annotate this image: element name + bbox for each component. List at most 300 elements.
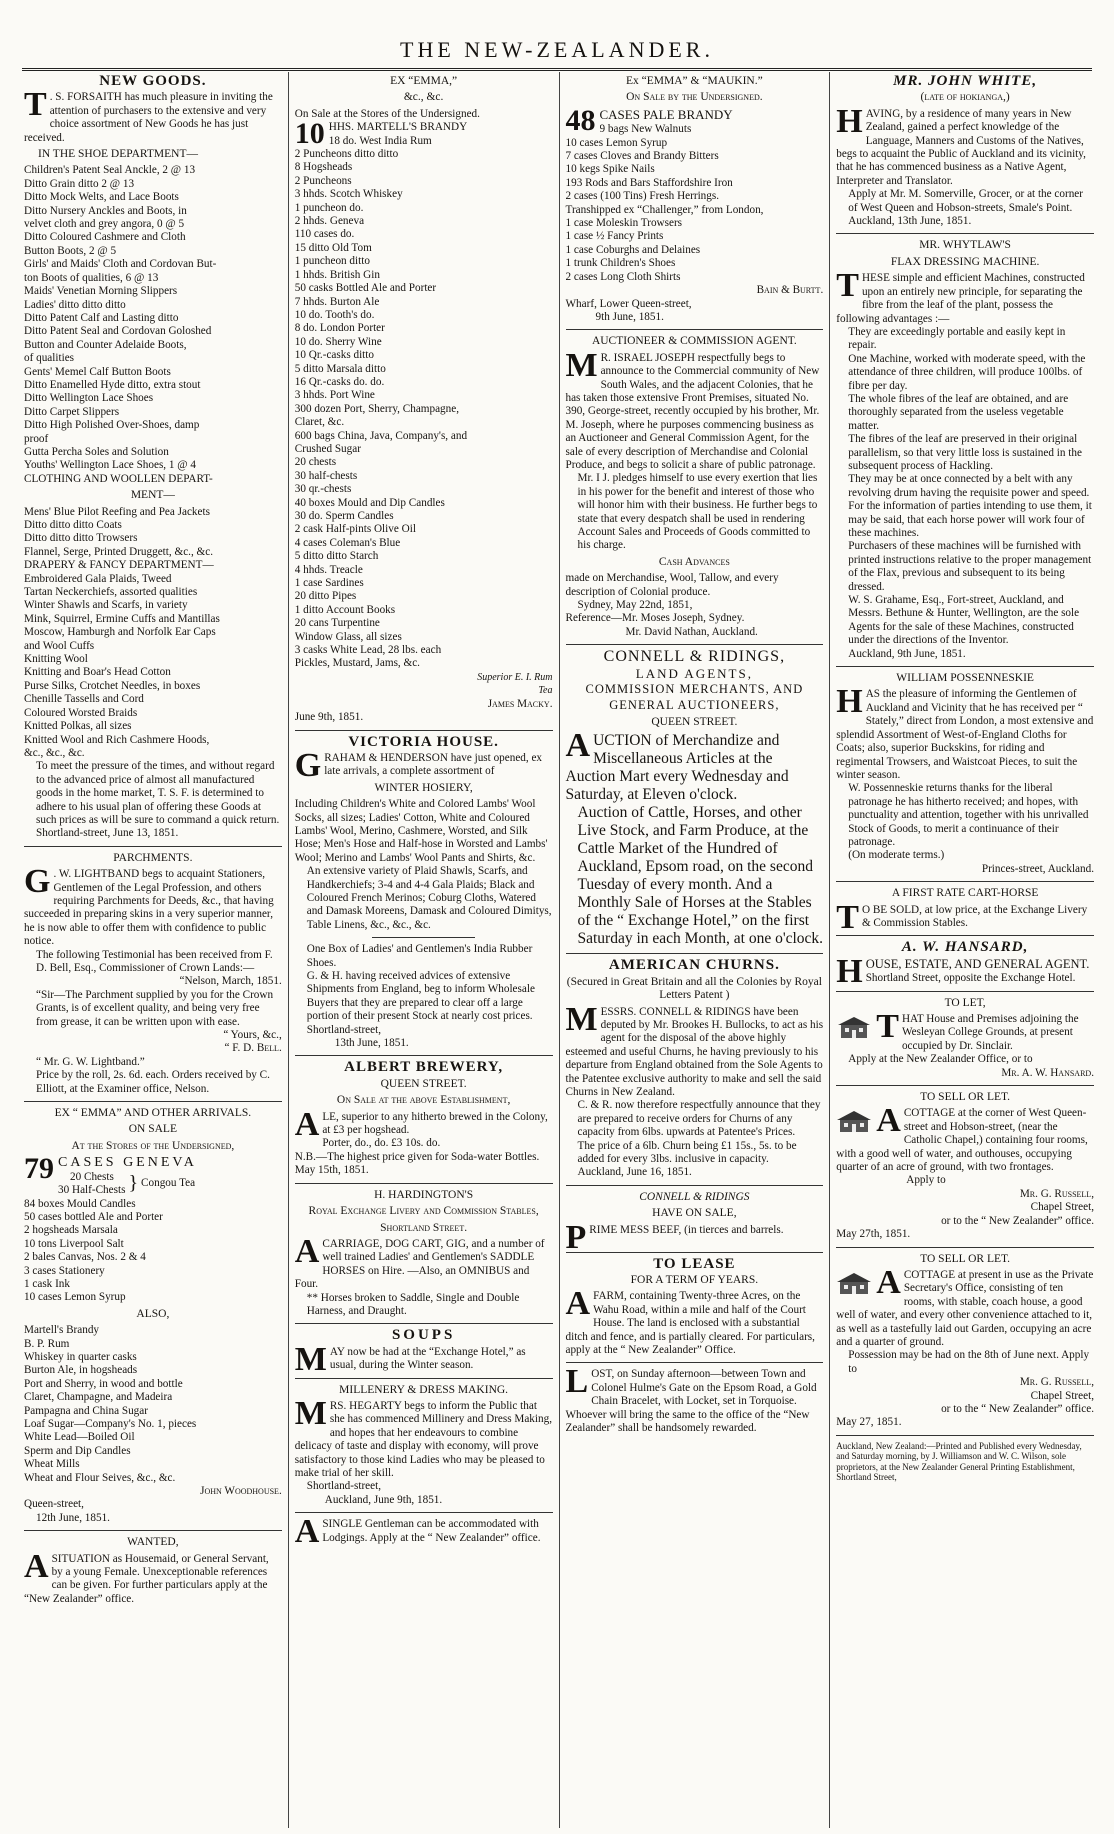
auctioneer-title: AUCTIONEER & COMMISSION AGENT.	[591, 335, 797, 348]
list-item: Ditto Enamelled Hyde ditto, extra stout	[24, 378, 201, 391]
list-item: 1 case Sardines	[294, 577, 364, 590]
parchments-body: G . W. LIGHTBAND begs to acquaint Stationers, Gentlemen of the Legal Profession, and others requiring Parchments for Deeds, &c., that having succeeded in preparing skins in a very superior manner, he is now able to offer them with confidence to public notice.	[24, 863, 274, 948]
parchments-testimonial: The following Testimonial has been received from F. D. Bell, Esq., Commissioner of Crown Lands:—	[36, 948, 273, 974]
divider	[836, 1435, 1094, 1436]
list-item: Youths' Wellington Lace Shoes, 1 @ 4	[24, 459, 196, 472]
columns	[18, 72, 1100, 1828]
emma-also-list	[24, 1324, 282, 1485]
divider	[566, 1185, 824, 1186]
sell2-date: May 27, 1851.	[836, 1416, 902, 1429]
tolet-agent: Mr. A. W. Hansard.	[1001, 1066, 1094, 1079]
divider	[836, 666, 1094, 667]
victoria-rubber: One Box of Ladies' and Gentlemen's India Rubber Shoes.	[306, 943, 533, 969]
drop-cap: A	[294, 1232, 320, 1270]
emma2-sub: &c., &c.	[403, 91, 444, 104]
list-item: 7 hhds. Burton Ale	[294, 295, 380, 308]
divider	[566, 1362, 824, 1363]
list-item: Ditto Patent Calf and Lasting ditto	[24, 311, 179, 324]
auctioneer-pledge: Mr. I J. pledges himself to use every exertion that lies in his power for the benefit and interest of those who will honor him with their business. He further begs to state that every despatch shall be used in rendering Account Sales and Proceeds of Goods committed to his charge.	[577, 472, 818, 552]
drop-cap: P	[565, 1218, 587, 1256]
emma3-head: 48 CASES PALE BRANDY	[565, 103, 733, 137]
albert-ale: ALE, superior to any hitherto brewed in the Colony, at £3 per hogshead.	[294, 1105, 548, 1143]
connell-auction1: AUCTION of Merchandize and Miscellaneous Articles at the Auction Mart every Wednesday and Saturday, at Eleven o'clock.	[565, 727, 789, 804]
whytlaw-sub: FLAX DRESSING MACHINE.	[890, 255, 1040, 268]
divider	[295, 1378, 553, 1379]
drop-cap: A	[876, 1263, 901, 1301]
list-item: Burton Ale, in hogsheads	[24, 1364, 138, 1377]
tolet-body: THAT House and Premises adjoining the Wesleyan College Grounds, at present occupied by Dr. Sinclair.	[836, 1013, 1094, 1053]
parchments-yours: “ Yours, &c.,	[223, 1029, 282, 1042]
list-item: 3 hhds. Port Wine	[294, 389, 375, 402]
emma2-title: EX “EMMA,”	[390, 75, 458, 87]
list-item: Knitted Polkas, all sizes	[24, 720, 132, 733]
emma3-on-sale: On Sale by the Undersigned.	[626, 91, 763, 104]
column-3	[559, 72, 830, 1828]
list-item: Coloured Worsted Braids	[24, 706, 138, 719]
newgoods-closing: To meet the pressure of the times, and without regard to the advanced price of almost all manufactured goods in the home market, T. S. F. is determined to adhere to his usual plan of offering these Goods at such prices as will be sure to command a quick return.	[36, 760, 280, 826]
churns-price: The price of a 6lb. Churn being £1 15s., 5s. to be added for every 3lbs. inclusive in capacity.	[577, 1139, 797, 1165]
parchments-title: PARCHMENTS.	[113, 851, 193, 864]
possenneskie-thanks: W. Possenneskie returns thanks for the liberal patronage he has hitherto received; and hopes, with punctuality and attention, together with his unrivalled Stock of Goods, to merit a continuance of their patronage.	[848, 782, 1089, 848]
list-item: 8 Hogsheads	[294, 161, 353, 174]
cloth-head: CLOTHING AND WOOLLEN DEPART-	[24, 472, 213, 485]
list-item: 7 cases Cloves and Brandy Bitters	[565, 150, 719, 163]
whytlaw-body: THESE simple and efficient Machines, constructed upon an entirely new principle, for separating the fibre from the leaf of the plant, possess the following advantages :—	[836, 267, 1085, 325]
drapery-head: DRAPERY & FANCY DEPARTMENT—	[24, 559, 214, 572]
emma-date: 12th June, 1851.	[36, 1511, 110, 1524]
list-item: White Lead—Boiled Oil	[24, 1431, 135, 1444]
sell1-title: TO SELL OR LET.	[920, 1091, 1011, 1104]
list-item: Pickles, Mustard, Jams, &c.	[294, 657, 420, 670]
emma2-rum-label: Superior E. I. Rum	[477, 671, 553, 683]
victoria-body: GRAHAM & HENDERSON have just opened, ex late arrivals, a complete assortment of	[294, 746, 543, 784]
list-item: For the information of parties intending to use them, it may be said, that each horse power will work four of these machines.	[848, 500, 1092, 539]
divider	[836, 1247, 1094, 1248]
divider	[295, 1055, 553, 1056]
list-item: Ditto Carpet Slippers	[24, 405, 120, 418]
hardington-body: A CARRIAGE, DOG CART, GIG, and a number of well trained Ladies' and Gentlemen's SADDLE HORSES on Hire. —Also, an OMNIBUS and Four.	[294, 1232, 545, 1291]
auctioneer-body: M R. ISRAEL JOSEPH respectfully begs to announce to the Commercial community of New South Wales, and the adjacent Colonies, that he has taken those extensive Front Premises, situated No. 390, George-street, recently occupied by his brother, Mr. M. Joseph, where he purposes commencing business as an Auctioneer and General Commission Agent, for the sale of every description of Merchandise and Colonial Produce, and begs to solicit a share of public patronage.	[565, 346, 820, 471]
divider	[566, 644, 824, 645]
white-sub: (late of hokianga,)	[920, 91, 1010, 104]
drop-cap: G	[294, 746, 322, 784]
list-item: Purse Silks, Crotchet Needles, in boxes	[24, 679, 201, 692]
list-item: Button and Counter Adelaide Boots,	[24, 338, 187, 351]
divider	[295, 1512, 553, 1513]
albert-title: ALBERT BREWERY,	[344, 1059, 504, 1076]
list-item: and Wool Cuffs	[24, 639, 95, 652]
connell2-title: CONNELL & RIDINGS	[639, 1190, 750, 1203]
list-item: 10 cases Lemon Syrup	[565, 136, 668, 149]
list-item: of qualities	[24, 352, 75, 365]
emma-place: Queen-street,	[24, 1498, 84, 1511]
sell1-or: or to the “ New Zealander” office.	[941, 1214, 1094, 1227]
list-item: Ditto Mock Welts, and Lace Boots	[24, 191, 179, 204]
sell2-or: or to the “ New Zealander” office.	[941, 1402, 1094, 1415]
emma2-signer: James Macky.	[487, 697, 553, 710]
brace: }	[128, 1172, 139, 1195]
lease-title: TO LEASE	[653, 1255, 736, 1272]
list-item: 20 ditto Pipes	[294, 590, 357, 603]
list-item: 30 do. Sperm Candles	[294, 510, 394, 522]
albert-sub: QUEEN STREET.	[380, 1077, 467, 1090]
list-item: 4 cases Coleman's Blue	[294, 536, 401, 549]
big-number: 48	[565, 103, 596, 137]
drop-cap: T	[836, 267, 859, 305]
list-item: 1 case Coburghs and Delaines	[565, 243, 701, 256]
victoria-title: VICTORIA HOUSE.	[348, 733, 499, 750]
list-item: 16 Qr.-casks do. do.	[294, 375, 385, 388]
lodgings-body: A SINGLE Gentleman can be accommodated with Lodgings. Apply at the “ New Zealander” office.	[294, 1513, 541, 1551]
hansard-body: HOUSE, ESTATE, AND GENERAL AGENT.	[836, 952, 1090, 990]
list-item: 2 hogsheads Marsala	[24, 1224, 118, 1237]
hardington-street: Shortland Street.	[380, 1221, 468, 1234]
list-item: Knitted Wool and Rich Cashmere Hoods,	[24, 733, 210, 746]
list-item: 2 Puncheons ditto ditto	[294, 148, 399, 161]
column-2	[288, 72, 559, 1828]
list-item: 20 cans Turpentine	[294, 617, 380, 630]
list-item: 2 Puncheons	[294, 174, 352, 187]
sell2-possession: Possession may be had on the 8th of June next. Apply to	[848, 1349, 1090, 1375]
divider	[24, 1530, 282, 1531]
drop-cap: M	[294, 1394, 327, 1432]
carthorse-body: T O BE SOLD, at low price, at the Exchange Livery & Commission Stables.	[836, 898, 1088, 936]
list-item: 1 trunk Children's Shoes	[565, 257, 676, 270]
emma3-wharf: Wharf, Lower Queen-street,	[565, 297, 692, 310]
sell1-date: May 27th, 1851.	[836, 1228, 911, 1241]
parchments-addressee: “ Mr. G. W. Lightband.”	[36, 1055, 145, 1068]
albert-date: May 15th, 1851.	[294, 1164, 369, 1177]
hansard-addr: Shortland Street, opposite the Exchange Hotel.	[865, 972, 1076, 985]
divider	[836, 233, 1094, 234]
drop-cap: A	[565, 1285, 591, 1323]
divider	[24, 846, 282, 847]
list-item: 9 bags New Walnuts	[599, 123, 692, 136]
list-item: Gents' Memel Calf Button Boots	[24, 365, 171, 378]
emma-cases: CASES GENEVA	[58, 1155, 197, 1171]
cloth-head-2: MENT—	[130, 489, 175, 502]
list-item: 15 ditto Old Tom	[294, 241, 372, 254]
list-item: 1 case Moleskin Trowsers	[565, 217, 683, 230]
list-item: Wheat Mills	[24, 1458, 80, 1471]
white-body: HAVING, by a residence of many years in New Zealand, gained a perfect knowledge of the Language, Manners and Customs of the Natives, begs to acquaint the Public of Auckland and its vicinity, that he has commenced business as a Native Agent, Interpreter and Translator.	[836, 102, 1086, 187]
list-item: 4 hhds. Treacle	[294, 563, 363, 576]
list-item: Sperm and Dip Candles	[24, 1444, 131, 1457]
lease-body: A FARM, containing Twenty-three Acres, on the Wahu Road, within a mile and half of the Court House. The land is enclosed with a substantial ditch and fence, and is partially cleared. For particulars, apply at the “ New Zealander” Office.	[565, 1285, 815, 1357]
emma-title: EX “ EMMA” AND OTHER ARRIVALS.	[54, 1107, 252, 1120]
drop-cap: H	[836, 102, 863, 140]
list-item: Embroidered Gala Plaids, Tweed	[24, 572, 172, 585]
list-item: 3 cases Stationery	[24, 1264, 105, 1277]
list-item: Ditto Patent Seal and Cordovan Goloshed	[24, 325, 212, 338]
victoria-hosiery: WINTER HOSIERY,	[374, 781, 473, 794]
divider	[836, 935, 1094, 936]
list-item: Wheat and Flour Seives, &c., &c.	[24, 1471, 176, 1484]
list-item: 3 hhds. Scotch Whiskey	[294, 188, 403, 201]
wanted-title: WANTED,	[127, 1536, 179, 1549]
drop-cap: M	[565, 1000, 598, 1038]
newgoods-intro: T . S. FORSAITH has much pleasure in inviting the attention of purchasers to the extensive and very choice assortment of New Goods he has just received.	[24, 86, 273, 144]
auctioneer-cash-body: made on Merchandise, Wool, Tallow, and every description of Colonial produce.	[565, 572, 779, 598]
drop-cap: M	[565, 346, 598, 384]
list-item: B. P. Rum	[24, 1337, 70, 1350]
auctioneer-date: Sydney, May 22nd, 1851,	[577, 599, 693, 612]
emma2-intro: On Sale at the Stores of the Undersigned.	[294, 107, 480, 120]
divider	[295, 1183, 553, 1184]
list-item: 1 puncheon ditto	[294, 255, 370, 268]
emma-tea-group: 20 Chests 30 Half-Chests } Congou Tea	[58, 1170, 196, 1197]
churns-date: Auckland, June 16, 1851.	[577, 1166, 692, 1179]
list-item: velvet cloth and grey angora, 0 @ 5	[24, 218, 185, 231]
list-item: 3 casks White Lead, 28 lbs. each	[294, 644, 442, 657]
drop-cap: A	[24, 1547, 49, 1585]
drop-cap: A	[876, 1102, 901, 1140]
list-item: 5 ditto ditto Starch	[294, 550, 379, 563]
tolet-title: TO LET,	[944, 996, 986, 1009]
list-item: Ditto ditto ditto Coats	[24, 519, 122, 531]
shoe-head: IN THE SHOE DEPARTMENT—	[38, 148, 198, 161]
victoria-list: Including Children's White and Colored Lambs' Wool Socks, all sizes; Ladies' Cotton, White and Coloured Lambs' Wool, Merino, Cashmere, Worsted, and Silk Hose; Men's Hose and Half-hose in Worsted and Lambs' Wool; Merino and Lambs' Wool Pants and Shirts, &c.	[294, 798, 548, 864]
emma3-trans: Transhipped ex “Challenger,” from London,	[565, 203, 764, 216]
parchments-place: “Nelson, March, 1851.	[179, 975, 282, 988]
list-item: Knitting Wool	[24, 653, 88, 666]
list-item: Ditto ditto ditto Trowsers	[24, 532, 138, 545]
list-item: 40 boxes Mould and Dip Candles	[294, 496, 445, 509]
victoria-advices: G. & H. having received advices of extensive Shipments from England, beg to inform Wholesale Buyers that they are prepared to clear off a large portion of their present Stock at nearly cost prices.	[306, 970, 535, 1023]
emma2-tea-label: Tea	[538, 685, 553, 697]
sell2-agent: Mr. G. Russell,	[1019, 1376, 1094, 1389]
lease-sub: FOR A TERM OF YEARS.	[630, 1274, 759, 1286]
millinery-body: MRS. HEGARTY begs to inform the Public that she has commenced Millinery and Dress Making, and hopes that her endeavours to combine delicacy of taste and display with economy, will prove satisfactory to those kind Ladies who may be pleased to make trial of her skill.	[294, 1394, 552, 1479]
short-rule	[372, 937, 475, 938]
soups-body: MAY now be had at the “Exchange Hotel,” as usual, during the Winter season.	[294, 1340, 526, 1378]
connell-title: CONNELL & RIDINGS,	[603, 648, 786, 666]
tolet-apply: Apply at the New Zealander Office, or to	[848, 1053, 1033, 1066]
list-item: Knitting and Boar's Head Cotton	[24, 666, 171, 679]
sell1-apply: Apply to	[906, 1174, 946, 1187]
newgoods-dateline: Shortland-street, June 13, 1851.	[36, 827, 179, 840]
list-item: Window Glass, all sizes	[294, 630, 402, 643]
white-title: MR. JOHN WHITE,	[893, 73, 1038, 89]
lost-body: LOST, on Sunday afternoon—between Town and Colonel Hulme's Gate on the Epsom Road, a Gold Chain Bracelet, with Locket, set in Torquoise. Whoever will bring the same to the office of the “New Zealander” shall be handsomely rewarded.	[565, 1363, 817, 1435]
drop-cap: M	[294, 1340, 327, 1378]
list-item: 1 cask Ink	[24, 1277, 70, 1290]
list-item: 10 cases Lemon Syrup	[24, 1291, 126, 1304]
drop-cap: A	[294, 1105, 320, 1143]
list-item: Crushed Sugar	[294, 442, 361, 455]
list-item: 5 ditto Marsala ditto	[294, 362, 386, 375]
churns-body2: C. & R. now therefore respectfully announce that they are prepared to receive orders for Churns of any capacity from 6lbs. upwards at Patentee's Prices.	[577, 1099, 821, 1139]
divider	[566, 953, 824, 954]
millinery-date: Auckland, June 9th, 1851.	[324, 1493, 443, 1506]
list-item: 10 do. Sherry Wine	[294, 335, 382, 348]
list-item: They are exceedingly portable and easily kept in repair.	[848, 325, 1066, 352]
connell-l5: QUEEN STREET.	[651, 715, 738, 728]
auctioneer-cash: Cash Advances	[658, 555, 730, 568]
auctioneer-ref2: Mr. David Nathan, Auckland.	[625, 625, 758, 638]
millinery-title: MILLENERY & DRESS MAKING.	[339, 1383, 509, 1396]
list-item: 8 do. London Porter	[294, 322, 385, 335]
column-1	[18, 72, 288, 1828]
list-item: 84 boxes Mould Candles	[24, 1197, 136, 1210]
list-item: 300 dozen Port, Sherry, Champagne,	[294, 402, 460, 415]
list-item: Whiskey in quarter casks	[24, 1350, 137, 1363]
list-item: 30 half-chests	[294, 469, 358, 482]
whytlaw-agents: W. S. Grahame, Esq., Fort-street, Auckland, and Messrs. Bethune & Hunter, Wellington, are the sole Agents for the sale of these Machines, constructed under the directions of the Inventor.	[848, 594, 1080, 647]
emma-also: ALSO,	[136, 1307, 170, 1320]
list-item: Tartan Neckerchiefs, assorted qualities	[24, 586, 198, 599]
divider	[566, 329, 824, 330]
list-item: 2 cask Half-pints Olive Oil	[294, 523, 416, 536]
big-number: 79	[24, 1152, 54, 1186]
list-item: Winter Shawls and Scarfs, in variety	[24, 599, 188, 612]
possenneskie-title: WILLIAM POSSENNESKIE	[896, 672, 1034, 685]
house-icon	[836, 1015, 872, 1039]
drop-cap: G	[24, 863, 51, 901]
albert-nb: N.B.—The highest price given for Soda-water Bottles.	[294, 1150, 540, 1163]
list-item: Ditto Nursery Anckles and Boots, in	[24, 204, 187, 217]
parchments-letter: “Sir—The Parchment supplied by you for the Crown Grants, is of excellent quality, and being very free from grease, it can be written upon with ease.	[36, 988, 274, 1028]
emma3-signer: Bain & Burtt.	[756, 284, 824, 297]
list-item: Ditto High Polished Over-Shoes, damp	[24, 419, 200, 432]
connell2-body: PRIME MESS BEEF, (in tierces and barrels.	[565, 1218, 784, 1256]
list-item: 1 puncheon do.	[294, 201, 364, 214]
whytlaw-date: Auckland, 9th June, 1851.	[848, 647, 966, 660]
list-item: 1 case ½ Fancy Prints	[565, 230, 664, 243]
masthead: THE NEW-ZEALANDER.	[400, 37, 714, 62]
list-item: Mens' Blue Pilot Reefing and Pea Jackets	[24, 505, 210, 518]
list-item: Port and Sherry, in wood and bottle	[24, 1377, 183, 1390]
list-item: 600 bags China, Java, Company's, and	[294, 429, 468, 442]
emma3-trans-list	[566, 217, 824, 284]
list-item: 18 do. West India Rum	[328, 134, 432, 147]
list-item: 10 kegs Spike Nails	[565, 163, 655, 176]
list-item: Martell's Brandy	[24, 1324, 100, 1337]
list-item: 2 hhds. Geneva	[294, 215, 365, 228]
column-4	[829, 72, 1100, 1828]
list-item: 50 casks Bottled Ale and Porter	[294, 282, 437, 295]
list-item: Claret, &c.	[294, 416, 345, 429]
victoria-date: 13th June, 1851.	[334, 1037, 409, 1050]
list-item: One Machine, worked with moderate speed, with the attendance of three children, will produce 100lbs. of fibre per day.	[848, 352, 1086, 392]
connell-l4: GENERAL AUCTIONEERS,	[609, 698, 780, 713]
newgoods-title: NEW GOODS.	[99, 73, 207, 89]
shoe-list	[24, 164, 282, 472]
list-item: 50 cases bottled Ale and Porter	[24, 1210, 163, 1223]
big-number: 10	[294, 117, 325, 151]
list-item: Ditto Wellington Lace Shoes	[24, 392, 154, 405]
whytlaw-purchasers: Purchasers of these machines will be furnished with printed instructions relative to the proper management of the Flax, previous and subsequent to its being dressed.	[848, 540, 1092, 593]
drop-cap: H	[836, 952, 863, 990]
list-item: 2 cases (100 Tins) Fresh Herrings.	[565, 190, 720, 203]
possenneskie-place: Princes-street, Auckland.	[981, 862, 1094, 875]
sell2-street: Chapel Street,	[1030, 1389, 1094, 1402]
list-item: The whole fibres of the leaf are obtained, and are thoroughly separated from the useless vegetable matter.	[848, 392, 1069, 432]
white-date: Auckland, 13th June, 1851.	[848, 215, 972, 228]
list-item: 10 do. Tooth's do.	[294, 308, 375, 321]
hansard-title: A. W. HANSARD,	[901, 939, 1029, 956]
list-item: 1 hhds. British Gin	[294, 268, 380, 281]
emma3-date: 9th June, 1851.	[595, 310, 664, 323]
emma-list	[24, 1198, 282, 1305]
divider	[295, 730, 553, 731]
albert-on-sale: On Sale at the above Establishment,	[336, 1094, 511, 1107]
drop-cap: T	[836, 898, 859, 936]
list-item: Chenille Tassells and Cord	[24, 693, 144, 706]
connell-l2: LAND AGENTS,	[635, 665, 753, 681]
list-item: Pampagna and China Sugar	[24, 1404, 148, 1417]
list-item: Children's Patent Seal Anckle, 2 @ 13	[24, 164, 196, 177]
drop-cap: A	[294, 1513, 320, 1551]
drapery-list	[24, 573, 282, 761]
emma2-date: June 9th, 1851.	[294, 711, 364, 724]
connell-auction2: Auction of Cattle, Horses, and other Live Stock, and Farm Produce, at the Cattle Market of the Hundred of Auckland, Epsom road, on the second Tuesday of every month. And a Monthly Sale of Horses at the Stables of the “ Exchange Hotel,” on the first Saturday in each Month, at one o'clock.	[577, 804, 824, 948]
drop-cap: T	[24, 86, 47, 124]
divider	[566, 1252, 824, 1253]
emma2-list	[295, 135, 553, 671]
divider	[836, 881, 1094, 882]
albert-porter: Porter, do., do. £3 10s. do.	[322, 1137, 441, 1150]
victoria-place: Shortland-street,	[306, 1023, 382, 1036]
cloth-list	[24, 506, 282, 560]
millinery-place: Shortland-street,	[306, 1480, 382, 1493]
list-item: 30 qr.-chests	[294, 483, 352, 496]
connell-l3: COMMISSION MERCHANTS, AND	[585, 682, 804, 697]
imprint: Auckland, New Zealand:—Printed and Published every Wednesday, and Saturday morning, by J. Williamson and W. C. Wilson, sole proprietors, at the New Zealander General Printing Establishment, Shortland Street,	[836, 1440, 1082, 1483]
list-item: Gutta Percha Soles and Solution	[24, 445, 169, 458]
carthorse-title: A FIRST RATE CART-HORSE	[891, 887, 1039, 900]
sell1-body: A COTTAGE at the corner of West Queen-street and Hobson-street, (near the Catholic Chapel,) containing four rooms, with a good well of water, and outhouses, occupying quarter of an acre of ground, with two frontages.	[836, 1102, 1088, 1174]
hardington-note: ** Horses broken to Saddle, Single and Double Harness, and Draught.	[306, 1291, 520, 1317]
list-item: 10 tons Liverpool Salt	[24, 1237, 124, 1250]
drop-cap: A	[565, 727, 591, 765]
churns-body: MESSRS. CONNELL & RIDINGS have been deputed by Mr. Brookes H. Bullocks, to act as his agent for the disposal of the above highly esteemed and useful Churns, he having previously to his departure from England obtained from the Sole Agents to the Patentee exclusive authority to make and sell the said Churns in New Zealand.	[565, 1000, 824, 1098]
list-item: 193 Rods and Bars Staffordshire Iron	[565, 176, 733, 189]
churns-title: AMERICAN CHURNS.	[608, 957, 780, 974]
list-item: Ditto Grain ditto 2 @ 13	[24, 177, 135, 190]
list-item: Mink, Squirrel, Ermine Cuffs and Mantillas	[24, 612, 220, 625]
emma-signer: John Woodhouse.	[200, 1485, 282, 1498]
emma-stores: At the Stores of the Undersigned,	[71, 1139, 235, 1152]
sell2-body: A COTTAGE at present in use as the Private Secretary's Office, consisting of ten rooms, with stable, coach house, a good well of water, and every other convenience attached to it, as well as a tastefully laid out Garden, occupying an acre and a quarter of ground.	[836, 1263, 1094, 1348]
list-item: Ditto Coloured Cashmere and Cloth	[24, 231, 186, 244]
sell2-title: TO SELL OR LET.	[920, 1252, 1011, 1265]
sell1-street: Chapel Street,	[1030, 1201, 1094, 1214]
drop-cap: H	[836, 683, 863, 721]
divider	[24, 1101, 282, 1102]
drop-cap: T	[876, 1008, 899, 1045]
list-item: &c., &c., &c.	[24, 746, 85, 759]
connell2-sub: HAVE ON SALE,	[652, 1207, 737, 1220]
divider	[295, 1323, 553, 1324]
list-item: 2 bales Canvas, Nos. 2 & 4	[24, 1251, 146, 1264]
parchments-signer: “ F. D. Bell.	[224, 1042, 282, 1055]
list-item: 10 Qr.-casks ditto	[294, 349, 374, 362]
emma3-list	[566, 123, 824, 203]
whytlaw-title: MR. WHYTLAW'S	[919, 239, 1011, 252]
auctioneer-ref1: Reference—Mr. Moses Joseph, Sydney.	[565, 612, 745, 625]
list-item: 110 cases do.	[294, 228, 355, 241]
churns-sub: (Secured in Great Britain and all the Colonies by Royal Letters Patent )	[566, 975, 822, 1002]
list-item: Girls' and Maids' Cloth and Cordovan But-	[24, 258, 217, 271]
sell1-agent: Mr. G. Russell,	[1019, 1187, 1094, 1200]
whytlaw-points	[836, 326, 1094, 541]
hardington-title: H. HARDINGTON'S	[374, 1188, 474, 1201]
list-item: Claret, Champagne, and Madeira	[24, 1391, 173, 1404]
list-item: 2 cases Long Cloth Shirts	[565, 270, 681, 283]
list-item: The fibres of the leaf are preserved in their original parallelism, so that very little loss is sustained in the subsequent process of Hackling.	[848, 433, 1082, 472]
list-item: Loaf Sugar—Company's No. 1, pieces	[24, 1418, 197, 1430]
